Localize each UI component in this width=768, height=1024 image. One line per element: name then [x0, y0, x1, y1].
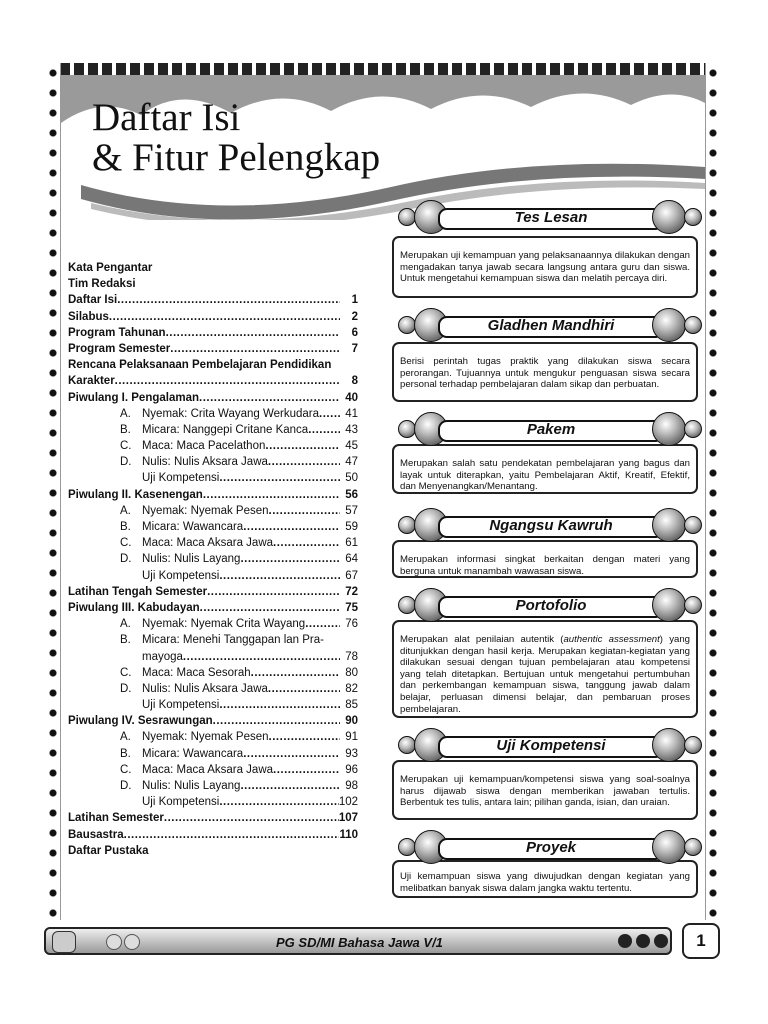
- ornament-ball-icon: [652, 308, 686, 342]
- feature-header: [400, 200, 698, 232]
- toc-entry: [68, 697, 358, 713]
- toc-entry-label: [68, 697, 219, 713]
- toc-leader-dots: [109, 309, 340, 325]
- toc-entry: [68, 470, 358, 486]
- toc-entry-text: Piwulang IV. Sesrawungan: [68, 715, 213, 728]
- feature-description: [392, 236, 698, 298]
- feature-header: [400, 412, 698, 444]
- toc-entry-page: 75: [345, 601, 358, 614]
- toc-entry-label: [68, 600, 200, 616]
- toc-leader-dots: [305, 616, 340, 632]
- toc-entry: [68, 260, 358, 276]
- toc-entry-label: [68, 681, 268, 697]
- feature-header: [400, 308, 698, 340]
- toc-entry-number: C.: [120, 763, 132, 776]
- toc-leader-dots: [183, 649, 340, 665]
- toc-entry-number: D.: [120, 780, 132, 792]
- toc-entry-text: Micara: Menehi Tanggapan lan Pra-: [142, 634, 324, 647]
- toc-entry-text: Micara: Wawancara: [142, 747, 244, 760]
- toc-entry: [68, 616, 358, 632]
- ornament-ball-icon: [652, 508, 686, 542]
- toc-leader-dots: [219, 568, 340, 584]
- toc-entry-label: [68, 535, 273, 551]
- feature-title: Ngangsu Kawruh: [489, 517, 613, 534]
- toc-entry-page: 107: [338, 812, 358, 825]
- toc-entry: [68, 810, 358, 826]
- toc-entry-label: [68, 519, 243, 535]
- toc-entry-page: 2: [351, 310, 358, 323]
- ornament-ball-icon: [652, 588, 686, 622]
- toc-entry-page: 67: [345, 569, 358, 582]
- toc-entry-number: B.: [120, 423, 131, 436]
- ornament-ball-icon: [652, 412, 686, 446]
- toc-entry-text: Uji Kompetensi: [142, 699, 220, 712]
- footer-dot-icon: [618, 934, 632, 948]
- toc-entry-page: [149, 843, 167, 859]
- toc-entry-number: A.: [120, 407, 131, 420]
- toc-leader-dots: [219, 794, 338, 810]
- toc-entry-text: Nyemak: Crita Wayang Werkudara: [142, 407, 320, 420]
- ornament-ball-icon: [684, 420, 702, 438]
- toc-entry-page: 50: [345, 472, 358, 485]
- page-title: [92, 98, 380, 178]
- toc-entry-page: 57: [345, 504, 358, 517]
- toc-entry: [68, 373, 358, 389]
- toc-entry: [68, 276, 358, 292]
- toc-entry-page: 1: [351, 294, 358, 307]
- toc-entry-label: [68, 373, 115, 389]
- toc-leader-dots: [265, 438, 340, 454]
- toc-entry-number: D.: [120, 682, 132, 695]
- feature-title: Portofolio: [515, 597, 587, 614]
- toc-leader-dots: [240, 551, 340, 567]
- ornament-ball-icon: [652, 200, 686, 234]
- page-number: 1: [682, 923, 720, 959]
- toc-entry-page: 56: [345, 488, 358, 501]
- toc-entry-label: [68, 616, 305, 632]
- toc-entry-page: 80: [345, 666, 358, 679]
- toc-entry-label: [68, 568, 219, 584]
- toc-entry-text: Silabus: [68, 310, 109, 323]
- toc-entry-text: Program Semester: [68, 342, 171, 355]
- toc-entry-number: C.: [120, 440, 132, 453]
- feature-title: Uji Kompetensi: [496, 737, 606, 754]
- toc-entry-page: 93: [345, 747, 358, 760]
- frame-right-border: [705, 63, 720, 920]
- toc-leader-dots: [203, 487, 340, 503]
- feature-header: [400, 728, 698, 760]
- ornament-ball-icon: [684, 596, 702, 614]
- toc-entry-label: [68, 406, 319, 422]
- toc-entry: [68, 551, 358, 567]
- toc-entry-text: Latihan Semester: [68, 812, 164, 825]
- toc-entry: [68, 778, 358, 794]
- toc-entry-number: C.: [120, 666, 132, 679]
- toc-entry-text: Nyemak: Nyemak Pesen: [142, 504, 269, 517]
- toc-entry-page: 7: [351, 342, 358, 355]
- toc-entry-label: [68, 729, 269, 745]
- toc-leader-dots: [213, 713, 340, 729]
- footer: [44, 923, 720, 959]
- ornament-ball-icon: [684, 208, 702, 226]
- feature-text: Merupakan alat penilaian autentik (: [400, 634, 564, 645]
- toc-entry-number: A.: [120, 618, 131, 631]
- toc-entry-text: Nulis: Nulis Layang: [142, 780, 241, 792]
- toc-entry-text: Latihan Tengah Semester: [68, 585, 208, 598]
- toc-entry: [68, 794, 358, 810]
- toc-entry-text: Daftar Isi: [68, 294, 118, 307]
- toc-leader-dots: [164, 810, 339, 826]
- toc-entry-label: [68, 325, 166, 341]
- toc-entry-text: Daftar Pustaka: [68, 844, 149, 857]
- toc-entry-label: [68, 665, 251, 681]
- frame-left-border: [46, 63, 61, 920]
- toc-entry: [68, 649, 358, 665]
- toc-entry-page: 78: [345, 650, 358, 663]
- toc-leader-dots: [219, 470, 340, 486]
- ornament-ball-icon: [652, 728, 686, 762]
- toc-entry-page: 43: [345, 423, 358, 436]
- toc-entry-label: [68, 390, 199, 406]
- toc-entry-text: Uji Kompetensi: [142, 569, 220, 582]
- toc-leader-dots: [207, 584, 340, 600]
- toc-entry-label: [68, 454, 268, 470]
- feature-text: Merupakan informasi singkat berkaitan dengan materi yang berguna untuk manambah wawasan siswa.: [400, 554, 690, 577]
- toc-leader-dots: [117, 292, 340, 308]
- toc-leader-dots: [199, 390, 340, 406]
- toc-entry-text: mayoga: [142, 650, 183, 663]
- toc-entry-label: [68, 503, 269, 519]
- toc-entry: [68, 600, 358, 616]
- toc-entry-label: [68, 422, 308, 438]
- toc-entry-page: 72: [345, 585, 358, 598]
- feature-text: Merupakan salah satu pendekatan pembelajaran yang bagus dan layak untuk diterapkan, yaitu Pembelajaran Aktif, Kreatif, Efektif, dan Menyenangkan/Menantang.: [400, 458, 690, 493]
- toc-entry: [68, 406, 358, 422]
- title-line-1: Daftar Isi: [92, 96, 241, 139]
- toc-entry: [68, 729, 358, 745]
- toc-entry-label: [68, 632, 324, 648]
- toc-entry-page: 85: [345, 699, 358, 712]
- ornament-ball-icon: [684, 516, 702, 534]
- toc-entry-label: [68, 260, 152, 276]
- toc-entry: [68, 503, 358, 519]
- toc-entry-page: 8: [351, 375, 358, 388]
- toc-leader-dots: [243, 746, 340, 762]
- toc-entry-page: 98: [345, 780, 358, 792]
- frame-top-border: [46, 63, 720, 75]
- toc-entry: [68, 438, 358, 454]
- toc-leader-dots: [273, 535, 340, 551]
- feature-text: Merupakan uji kemampuan/kompetensi siswa yang soal-soalnya harus dijawab siswa dengan memberikan jawaban tertulis. Berbentuk tes tulis, antara lain; pilihan ganda, isian, dan uraian.: [400, 774, 690, 809]
- toc-entry: [68, 665, 358, 681]
- toc-entry-label: [68, 649, 183, 665]
- toc-entry-number: A.: [120, 504, 131, 517]
- feature-description: [392, 444, 698, 494]
- toc-entry: [68, 309, 358, 325]
- toc-entry-text: Kata Pengantar: [68, 262, 153, 274]
- toc-entry: [68, 292, 358, 308]
- toc-entry-page: 102: [338, 796, 358, 809]
- toc-entry-label: [68, 470, 219, 486]
- toc-entry-text: Piwulang I. Pengalaman: [68, 391, 200, 404]
- toc-entry-page: [331, 357, 349, 373]
- toc-entry-text: Micara: Wawancara: [142, 521, 244, 533]
- toc-entry-number: B.: [120, 521, 131, 533]
- feature-description: [392, 860, 698, 898]
- toc-entry: [68, 341, 358, 357]
- toc-entry-number: B.: [120, 634, 131, 647]
- toc-entry-text: Bausastra: [68, 828, 124, 841]
- toc-entry: [68, 422, 358, 438]
- toc-entry-page: 59: [345, 521, 358, 533]
- footer-dot-icon: [124, 934, 140, 950]
- feature-description: [392, 540, 698, 578]
- toc-entry-label: [68, 827, 124, 843]
- toc-entry: [68, 632, 358, 648]
- toc-entry: [68, 357, 358, 373]
- toc-entry-text: Program Tahunan: [68, 326, 166, 339]
- toc-entry-text: Nulis: Nulis Aksara Jawa: [142, 682, 268, 695]
- feature-title: Proyek: [525, 839, 577, 856]
- toc-entry-page: 76: [345, 618, 358, 631]
- toc-entry-page: 41: [345, 407, 358, 420]
- toc-entry-page: 40: [345, 391, 358, 404]
- toc-entry: [68, 843, 358, 859]
- toc-entry-page: 96: [345, 763, 358, 776]
- toc-entry: [68, 762, 358, 778]
- toc-entry-page: 6: [351, 326, 358, 339]
- toc-leader-dots: [166, 325, 340, 341]
- toc-entry: [68, 454, 358, 470]
- toc-entry: [68, 325, 358, 341]
- toc-entry-text: Nyemak: Nyemak Pesen: [142, 731, 269, 744]
- toc-entry-label: [68, 843, 149, 859]
- toc-leader-dots: [269, 503, 340, 519]
- toc-entry-text: Tim Redaksi: [68, 278, 136, 291]
- toc-entry-text: Maca: Maca Sesorah: [142, 666, 251, 679]
- toc-entry-text: Uji Kompetensi: [142, 472, 220, 485]
- toc-leader-dots: [124, 827, 340, 843]
- toc-entry-label: [68, 551, 240, 567]
- toc-entry-page: 61: [345, 537, 358, 550]
- toc-leader-dots: [308, 422, 340, 438]
- toc-entry-label: [68, 357, 331, 373]
- toc-entry-number: A.: [120, 731, 131, 744]
- toc-entry-page: [136, 276, 154, 292]
- footer-text: PG SD/MI Bahasa Jawa V/1: [276, 935, 443, 950]
- toc-entry: [68, 681, 358, 697]
- toc-leader-dots: [240, 778, 340, 794]
- toc-leader-dots: [251, 665, 340, 681]
- toc-entry-label: [68, 309, 109, 325]
- title-line-2: & Fitur Pelengkap: [92, 136, 381, 179]
- feature-title: Gladhen Mandhiri: [487, 317, 615, 334]
- ornament-ball-icon: [684, 838, 702, 856]
- toc-leader-dots: [268, 681, 340, 697]
- toc-entry: [68, 390, 358, 406]
- toc-leader-dots: [115, 373, 340, 389]
- feature-description: [392, 760, 698, 820]
- feature-header: [400, 588, 698, 620]
- toc-entry-text: Piwulang III. Kabudayan: [68, 601, 200, 614]
- feature-text: Merupakan uji kemampuan yang pelaksanaannya dilakukan dengan mengadakan tanya jawab secara langsung antara guru dan siswa. Untuk mengetahui kemampuan siswa dan melatih percaya diri.: [400, 250, 690, 285]
- toc-leader-dots: [200, 600, 340, 616]
- toc-entry-text: Nulis: Nulis Aksara Jawa: [142, 456, 268, 469]
- ornament-ball-icon: [652, 830, 686, 864]
- toc-entry-page: 90: [345, 715, 358, 728]
- toc-entry-label: [68, 778, 240, 794]
- toc-entry-label: [68, 746, 243, 762]
- feature-title: Pakem: [526, 421, 576, 438]
- feature-text-italic: authentic assessment: [563, 634, 660, 645]
- ornament-ball-icon: [684, 316, 702, 334]
- toc-entry-label: [68, 794, 219, 810]
- table-of-contents: [68, 260, 358, 859]
- toc-entry-text: Nulis: Nulis Layang: [142, 553, 241, 566]
- feature-description: [392, 342, 698, 402]
- toc-entry-page: 110: [339, 828, 358, 841]
- toc-leader-dots: [273, 762, 340, 778]
- toc-leader-dots: [269, 729, 340, 745]
- toc-entry-text: Maca: Maca Pacelathon: [142, 440, 266, 453]
- toc-entry-label: [68, 341, 170, 357]
- toc-entry-text: Karakter: [68, 375, 115, 388]
- toc-entry-page: 64: [345, 553, 358, 566]
- toc-leader-dots: [170, 341, 340, 357]
- toc-leader-dots: [319, 406, 340, 422]
- toc-entry: [68, 519, 358, 535]
- feature-text: ) yang ditunjukkan dengan hasil kerja. Merupakan kegiatan-kegiatan yang dilakukan sesuai dengan tujuan pembelajaran atau kompetensi yang telah ditetapkan. Bertujuan untuk mengetahui pertumbuhan dan perkembangan kemampuan siswa, tanggung jawab dalam belajar, perluasan dimensi belajar, dan pembaruan proses pembelajaran.: [400, 634, 690, 715]
- toc-entry-label: [68, 292, 117, 308]
- toc-leader-dots: [268, 454, 340, 470]
- feature-header: [400, 508, 698, 540]
- toc-entry-text: Uji Kompetensi: [142, 796, 220, 809]
- toc-entry-label: [68, 438, 265, 454]
- ornament-ball-icon: [684, 736, 702, 754]
- toc-entry-text: Maca: Maca Aksara Jawa: [142, 537, 274, 550]
- toc-entry: [68, 827, 358, 843]
- toc-entry-label: [68, 810, 164, 826]
- toc-entry-text: Maca: Maca Aksara Jawa: [142, 763, 274, 776]
- toc-entry: [68, 713, 358, 729]
- toc-entry: [68, 584, 358, 600]
- toc-leader-dots: [219, 697, 340, 713]
- toc-entry-text: Nyemak: Nyemak Crita Wayang: [142, 618, 306, 631]
- footer-dot-icon: [106, 934, 122, 950]
- toc-entry-number: D.: [120, 456, 132, 469]
- toc-entry-page: 91: [345, 731, 358, 744]
- toc-entry-page: 82: [345, 682, 358, 695]
- toc-entry-label: [68, 762, 273, 778]
- footer-logo-icon: [52, 931, 76, 953]
- toc-entry-number: D.: [120, 553, 132, 566]
- toc-entry-page: [152, 260, 170, 276]
- toc-entry-page: [324, 632, 342, 648]
- feature-text: Berisi perintah tugas praktik yang dilakukan siswa secara perorangan. Tujuannya untuk mengukur penguasan siswa secara personal terhadap pembelajaran dalam sikap dan perbuatan.: [400, 356, 690, 391]
- toc-entry-page: 45: [345, 440, 358, 453]
- footer-dot-icon: [636, 934, 650, 948]
- feature-header: [400, 830, 698, 862]
- footer-dot-icon: [654, 934, 668, 948]
- toc-entry: [68, 568, 358, 584]
- toc-entry-number: B.: [120, 747, 131, 760]
- toc-entry-label: [68, 487, 203, 503]
- feature-description: [392, 620, 698, 718]
- toc-entry: [68, 746, 358, 762]
- toc-leader-dots: [243, 519, 340, 535]
- toc-entry-text: Piwulang II. Kasenengan: [68, 488, 203, 501]
- feature-text: Uji kemampuan siswa yang diwujudkan dengan kegiatan yang melibatkan banyak siswa dalam jangka waktu tertentu.: [400, 871, 690, 894]
- toc-entry: [68, 487, 358, 503]
- toc-entry: [68, 535, 358, 551]
- toc-entry-page: 47: [345, 456, 358, 469]
- toc-entry-label: [68, 713, 213, 729]
- toc-entry-label: [68, 276, 136, 292]
- toc-entry-label: [68, 584, 207, 600]
- feature-title: Tes Lesan: [514, 209, 588, 226]
- toc-entry-text: Rencana Pelaksanaan Pembelajaran Pendidikan: [68, 359, 332, 372]
- toc-entry-number: C.: [120, 537, 132, 550]
- toc-entry-text: Micara: Nanggepi Critane Kanca: [142, 423, 309, 436]
